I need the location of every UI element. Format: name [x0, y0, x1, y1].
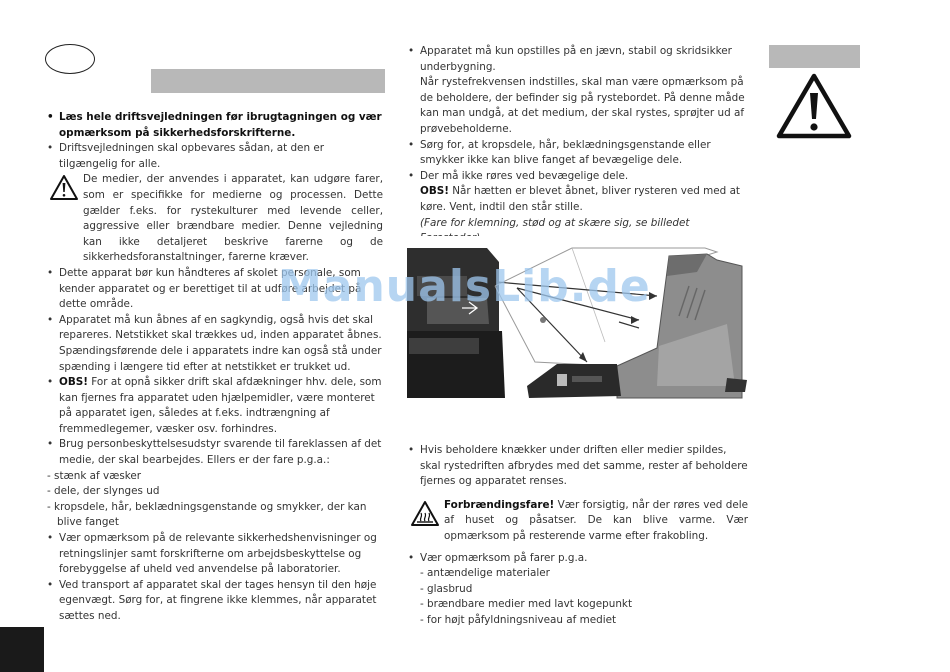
safety-item-moving-parts: • Der må ikke røres ved bevægelige dele.: [408, 169, 748, 185]
obsi-label-right: OBS!: [420, 185, 449, 198]
right-bottom-column: [408, 443, 748, 629]
section-header-bar-left: [151, 69, 385, 93]
danger-dash-flammable: - antændelige materialer: [420, 567, 550, 580]
safety-item-dangers: • Vær opmærksom på farer p.g.a.: [408, 551, 748, 567]
safety-item-storage: • Driftsvejledningen skal opbevares sådan, at den er tilgængelig for alle.: [47, 141, 383, 172]
safety-item-opening: • Apparatet må kun åbnes af en sagkyndig, også hvis det skal repareres. Netstikket skal trækkes ud, inden apparatet åbnes. Spændingsførende dele i apparatets indre kan også stå under spænding i længere tid efter at netstikket er trukket ud.: [47, 313, 383, 375]
hazard-dash-ejected: - dele, der slynges ud: [47, 485, 160, 498]
safety-item-regulations: • Vær opmærksom på de relevante sikkerhedshenvisninger og retningslinjer samt forskrifterne om arbejdsbeskyttelse og forebyggelse af uheld ved anvendelse på laboratorier.: [47, 531, 383, 578]
hot-surface-warning-icon: [410, 500, 440, 527]
obsi-label: OBS!: [59, 376, 88, 389]
hood-warning-text: Når hætten er blevet åbnet, bliver rysteren ved med at køre. Vent, indtil den står stille.: [420, 185, 741, 213]
right-top-column: [408, 44, 748, 247]
burn-label: Forbrændingsfare!: [444, 498, 555, 511]
hazard-dash-splash: - stænk af væsker: [47, 469, 142, 482]
media-hazard-warning: [47, 172, 383, 266]
burn-hazard-warning: [408, 498, 748, 545]
hazard-dash-caught: - kropsdele, hår, beklædningsgenstande og smykker, der kan blive fanget: [47, 500, 367, 529]
safety-item-transport: • Ved transport af apparatet skal der tages hensyn til den høje egenvægt. Sørg for, at fingrene ikke klemmes, når apparatet sættes ned.: [47, 578, 383, 625]
safety-item-surface: • Apparatet må kun opstilles på en jævn, stabil og skridsikker underbygning.: [408, 44, 748, 75]
danger-dash-low-boiling: - brændbare medier med lavt kogepunkt: [420, 598, 633, 611]
warning-triangle-large-icon: [776, 73, 852, 139]
safety-item-trained-staff: • Dette apparat bør kun håndteres af skolet personale, som kender apparatet og er berettiget til at udføre arbejdet på dette område.: [47, 266, 383, 313]
section-header-bar-right: [769, 45, 860, 68]
safety-item-breakage: • Hvis beholdere knækker under driften eller medier spildes, skal rystedriften afbrydes med det samme, rester af beholdere fjernes og apparatet renses.: [408, 443, 748, 490]
safety-item-read-manual: • Læs hele driftsvejledningen før ibrugtagningen og vær opmærksom på sikkerhedsforskrifterne.: [47, 110, 383, 141]
safety-item-protective-gear: • Brug personbeskyttelsesudstyr svarende til fareklassen af det medie, der skal bearbejdes. Ellers er der fare p.g.a.:: [47, 437, 383, 468]
manualslib-watermark: ManualsLib.de: [278, 261, 651, 312]
burn-text: Vær forsigtig, når der røres ved dele af huset og påsatser. De kan blive varme. Vær opmærksom på resterende varme efter frakobling.: [444, 498, 748, 542]
language-oval: [45, 44, 95, 74]
warning-triangle-icon: [49, 174, 79, 201]
burn-hazard-text: [444, 498, 748, 545]
danger-dash-fill-level: - for højt påfyldningsniveau af mediet: [420, 613, 617, 626]
danger-dash-glass: - glasbrud: [420, 582, 473, 595]
covers-text: For at opnå sikker drift skal afdækninger hhv. dele, som kan fjernes fra apparatet uden hjælpemidler, være monteret på apparatet igen, således at f.eks. indtrængning af fremmedlegemer, væsker osv. forhindres.: [59, 376, 382, 435]
media-hazard-text: De medier, der anvendes i apparatet, kan udgøre farer, som er specifikke for medierne og processen. Dette gælder f.eks. for rystekulturer med levende celler, aggressive eller brændbare medier. Denne vejledning kan ikke detaljeret beskrive farerne og de sikkerhedsforanstaltninger, farerne kræver.: [83, 173, 383, 264]
left-column: [47, 110, 383, 625]
hood-warning: [408, 184, 748, 215]
danger-points-note: (Fare for klemning, stød og at skære sig, se billedet: [420, 216, 690, 229]
page-corner-tab: [0, 627, 44, 672]
safety-item-covers: [47, 375, 383, 437]
surface-continuation: Når rystefrekvensen indstilles, skal man være opmærksom på de beholdere, der befinder sig på rystebordet. På denne måde kan man undgå, at det medium, der skal rystes, sprøjter ud af prøvebeholderne.: [420, 76, 745, 135]
safety-item-body-parts: • Sørg for, at kropsdele, hår, beklædningsgenstande eller smykker ikke kan blive fanget af bevægelige dele.: [408, 138, 748, 169]
